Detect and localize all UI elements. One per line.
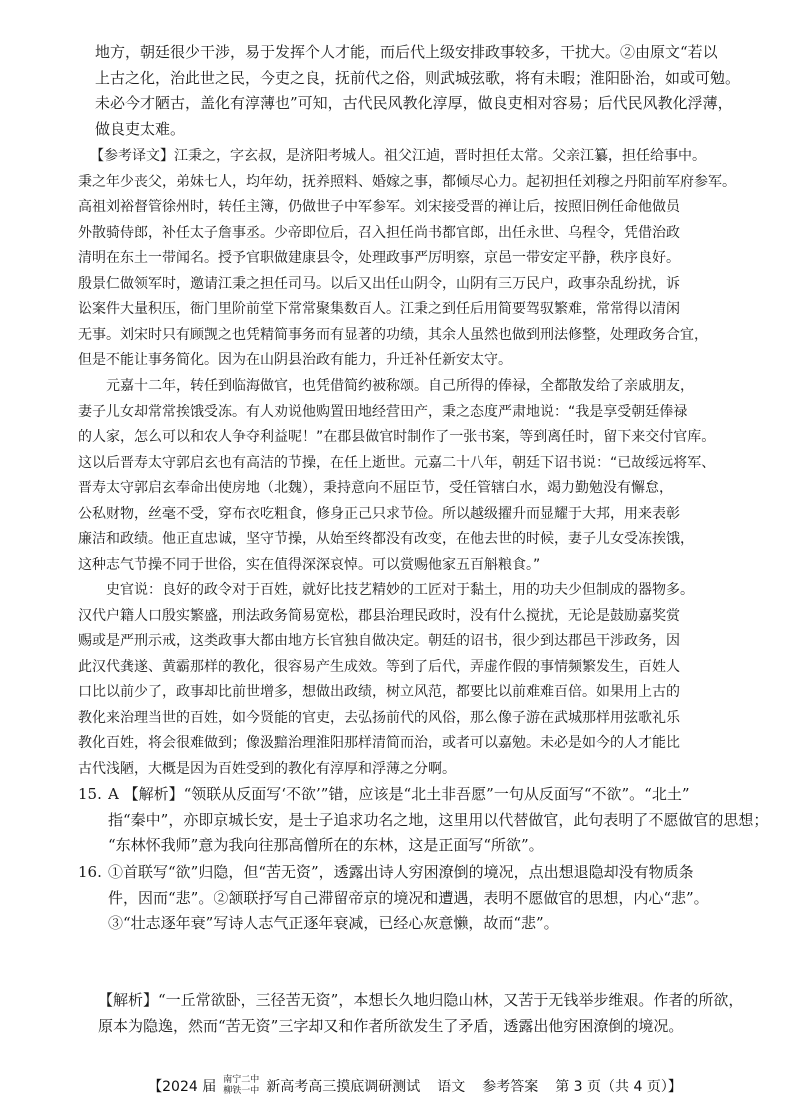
- footer-subject: 语文: [437, 1079, 466, 1095]
- text-line: 公私财物，丝毫不受，穿布衣吃粗食，修身正己只求节俭。所以越级擢升而显耀于大邦，用来表彰: [78, 505, 680, 522]
- footer-exam: 新高考高三摸底调研测试: [266, 1079, 421, 1095]
- text-line: 史官说：良好的政令对于百姓，就好比技艺精妙的工匠对于黏土，用的功夫少但制成的器物多。: [106, 582, 694, 598]
- text-line: 未必今才陋古，盖化有淳薄也”可知，古代民风教化淳厚，做良吏相对容易；后代民风教化浮薄，: [95, 94, 733, 112]
- text-line: 做良吏太难。: [95, 119, 186, 138]
- text-line: 这种志气节操不同于世俗，实在值得深深哀悼。可以赏赐他家五百斛粮食。”: [78, 556, 541, 573]
- text-line: 教化百姓，将会很难做到；像汲黯治理淮阳那样清简而治，或者可以嘉勉。未必是如今的人才能比: [78, 735, 680, 751]
- text-line: A 【解析】“领联从反面写‘不欲’”错，应该是“北土非吾愿”一句从反面写“不欲”。“北土”: [108, 785, 690, 803]
- text-line: 口比以前少了，政事却比前世增多，想做出政绩，树立风范，都要比以前难难百倍。如果用上古的: [78, 684, 680, 700]
- text-line: 这以后晋寿太守郭启玄也有高洁的节操，在任上逝世。元嘉二十八年，朝廷下诏书说：“已故绥远将军、: [78, 454, 716, 471]
- text-line: 廉洁和政绩。他正直忠诚，坚守节操，从始至终都没有改变，在他去世的时候，妻子儿女受冻挨饿，: [78, 531, 694, 547]
- text-line: ①首联写“欲”归隐，但“苦无资”，透露出诗人穷困潦倒的境况，点出想退隐却没有物质条: [108, 863, 694, 881]
- text-line: 的人家，怎么可以和农人争夺利益呢！”在郡县做官时制作了一张书案，等到离任时，留下来交付官库。: [78, 429, 716, 445]
- question-15-number: 15.: [78, 785, 102, 803]
- text-line: 上古之化，治此世之民，今吏之良，抚前代之俗，则武城弦歌，将有未暇；淮阳卧治，如或可勉。: [95, 68, 741, 87]
- text-line: ③“壮志逐年衰”写诗人志气正逐年衰减，已经心灰意懒，故而“悲”。: [108, 914, 559, 932]
- text-line: 指“秦中”，亦即京城长安，是士子追求功名之地，这里用以代替做官，此句表明了不愿做官的思想；: [108, 810, 769, 829]
- footer-school-bottom: 柳铁一中: [223, 1086, 260, 1096]
- footer-page-number: 第 3 页（共 4 页）】: [555, 1079, 682, 1095]
- question-16-number: 16.: [78, 863, 102, 881]
- text-line: 件，因而“悲”。②颔联抒写自己滞留帝京的境况和遭遇，表明不愿做官的思想，内心“悲”。: [108, 888, 709, 907]
- analysis-continuation: [95, 40, 740, 142]
- text-line: 赐或是严刑示戒，这类政事大都由地方长官独自做决定。朝廷的诏书，很少到达郡邑干涉政务，因: [78, 633, 680, 649]
- footer-year: 【2024 届: [148, 1079, 217, 1095]
- text-line: 但是不能让事务简化。因为在山阴县治政有能力，升迁补任新安太守。: [78, 352, 512, 368]
- text-line: 殷景仁做领军时，邀请江秉之担任司马。以后又出任山阴令，山阴有三万民户，政事杂乱纷扰，诉: [78, 275, 680, 292]
- text-line: 清明在东土一带闻名。授予官职做建康县令，处理政事严厉明察，京邑一带安定平静，秩序良好。: [78, 250, 680, 266]
- page-footer: [135, 1064, 695, 1108]
- footer-doc: 参考答案: [482, 1079, 539, 1095]
- text-line: 教化来治理当世的百姓，如今贤能的官吏，去弘扬前代的风俗，那么像子游在武城那样用弦歌礼乐: [78, 709, 680, 726]
- text-line: 外散骑侍郎，补任太子詹事丞。少帝即位后，召入担任尚书都官郎，出任永世、乌程令，凭借治政: [78, 224, 680, 241]
- question-15-answer: [108, 782, 768, 859]
- text-line: 高祖刘裕督管徐州时，转任主簿，仍做世子中军参军。刘宋接受晋的禅让后，按照旧例任命他做员: [78, 199, 680, 215]
- text-line: 原本为隐逸，然而“苦无资”三字却又和作者所欲发生了矛盾，透露出他穷困潦倒的境况。: [98, 1016, 684, 1035]
- text-line: 此汉代龚遂、黄霸那样的教化，很容易产生成效。等到了后代，弄虚作假的事情频繁发生，百姓人: [78, 658, 680, 675]
- text-line: 【解析】“一丘常欲卧，三径苦无资”，本想长久地归隐山林，又苦于无钱举步维艰。作者的所欲，: [98, 991, 744, 1009]
- text-line: 【参考译文】江秉之，字玄叔，是济阳考城人。祖父江逌，晋时担任太常。父亲江纂，担任给事中。: [90, 148, 706, 164]
- text-line: 妻子儿女却常常挨饿受冻。有人劝说他购置田地经营田产，秉之态度严肃地说：“我是享受朝廷俸禄: [78, 403, 688, 420]
- text-line: 晋寿太守郭启玄奉命出使房地（北魏），秉持意向不屈臣节，受任管辖白水，竭力勤勉没有懈怠，: [78, 480, 673, 496]
- footer-schools: [223, 1075, 259, 1097]
- text-line: 汉代户籍人口殷实繁盛，刑法政务简易宽松，郡县治理民政时，没有什么搅扰，无论是鼓励嘉奖赏: [78, 607, 680, 624]
- reference-translation: [78, 144, 736, 374]
- text-line: 无事。刘宋时只有顾觊之也凭精简事务而有显著的功绩，其余人虽然也做到刑法修整，处理政务合宜，: [78, 326, 708, 343]
- footer-school-top: 南宁二中: [223, 1075, 260, 1085]
- text-line: 古代浅陋，大概是因为百姓受到的教化有淳厚和浮薄之分啊。: [78, 760, 456, 777]
- question-16-answer: [108, 860, 709, 937]
- text-line: “东林怀我师”意为我向往那高僧所在的东林，这是正面写“所欲”。: [108, 836, 544, 854]
- text-line: 秉之年少丧父，弟妹七人，均年幼，抚养照料、婚嫁之事，都倾尽心力。起初担任刘穆之丹阳前军府参军。: [78, 173, 736, 190]
- text-line: 讼案件大量积压，衙门里阶前堂下常常聚集数百人。江秉之到任后用简要驾驭繁难，常常得以清闲: [78, 301, 680, 317]
- question-16-analysis: [98, 988, 743, 1039]
- translation-paragraph-2: [78, 374, 715, 578]
- historian-commentary: [78, 578, 694, 782]
- text-line: 元嘉十二年，转任到临海做官，也凭借简约被称颂。自己所得的俸禄，全都散发给了亲戚朋友，: [106, 378, 694, 394]
- text-line: 地方，朝廷很少干涉，易于发挥个人才能，而后代上级安排政事较多，干扰大。②由原文“若以: [95, 43, 718, 61]
